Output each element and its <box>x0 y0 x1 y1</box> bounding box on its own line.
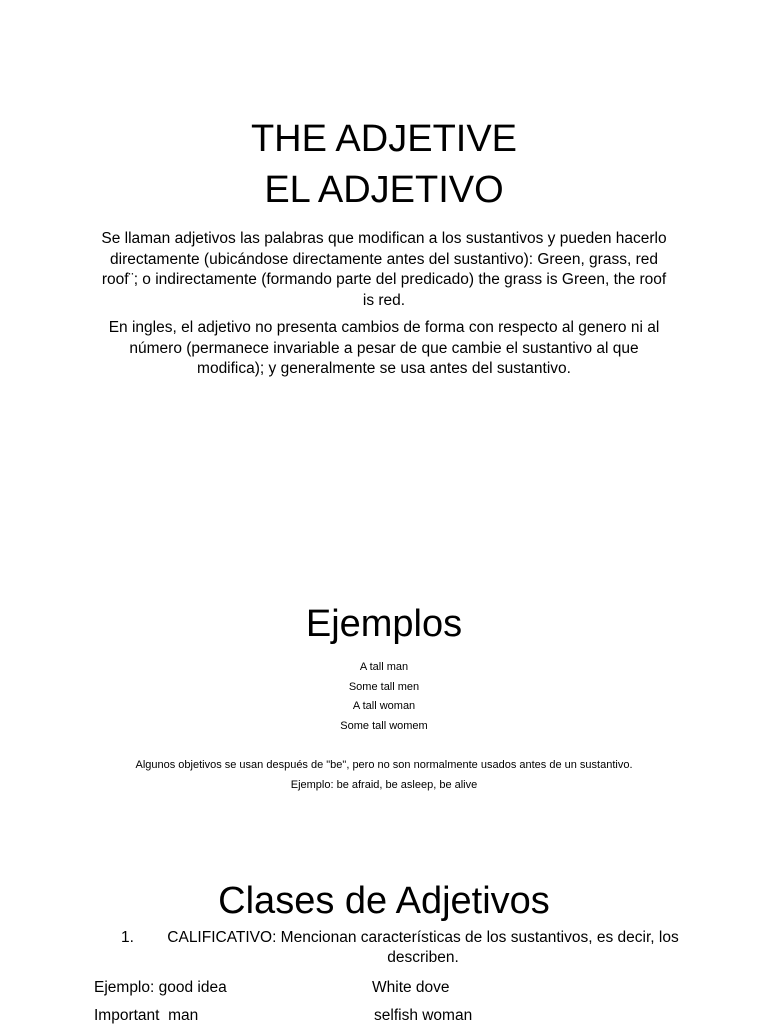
example-right: White dove <box>372 979 450 996</box>
example-left: Ejemplo: good idea <box>94 979 227 996</box>
example-item: Some tall womem <box>340 719 428 732</box>
list-item-text: CALIFICATIVO: Mencionan características de los sustantivos, es decir, los describen. <box>167 929 679 966</box>
example-left: Important man <box>94 1007 199 1024</box>
title-line-english: THE ADJETIVE <box>250 118 518 160</box>
definition-paragraph: Se llaman adjetivos las palabras que modifican a los sustantivos y pueden hacerlo directamente (ubicándose directamente antes del sustantivo): Green, grass, red roof¨; o indirectamente (formando parte del predicado) the grass is Green, the roof is red. <box>101 230 667 309</box>
note-line: Algunos objetivos se usan después de "be", pero no son normalmente usados antes de un sustantivo. <box>135 759 633 771</box>
slide-title-examples: Ejemplos <box>305 603 463 645</box>
be-adjectives-note <box>0 756 768 795</box>
example-item: Some tall men <box>348 680 420 693</box>
title-line-spanish: EL ADJETIVO <box>264 169 504 211</box>
list-number: 1. <box>121 929 134 946</box>
slide-title-adjective <box>0 114 768 216</box>
note-example-line: Ejemplo: be afraid, be asleep, be alive <box>290 778 478 791</box>
slide-title-classes: Clases de Adjetivos <box>218 880 550 922</box>
example-item: A tall man <box>359 661 409 673</box>
numbered-list-item <box>96 928 696 968</box>
example-right: selfish woman <box>374 1007 473 1024</box>
example-item: A tall woman <box>352 700 416 712</box>
examples-list <box>0 658 768 736</box>
invariability-paragraph: En ingles, el adjetivo no presenta cambios de forma con respecto al genero ni al número (permanece invariable a pesar de que cambie el sustantivo al que modifica); y generalmente se usa antes del sustantivo. <box>108 319 660 377</box>
slide-body-definition <box>96 229 672 387</box>
